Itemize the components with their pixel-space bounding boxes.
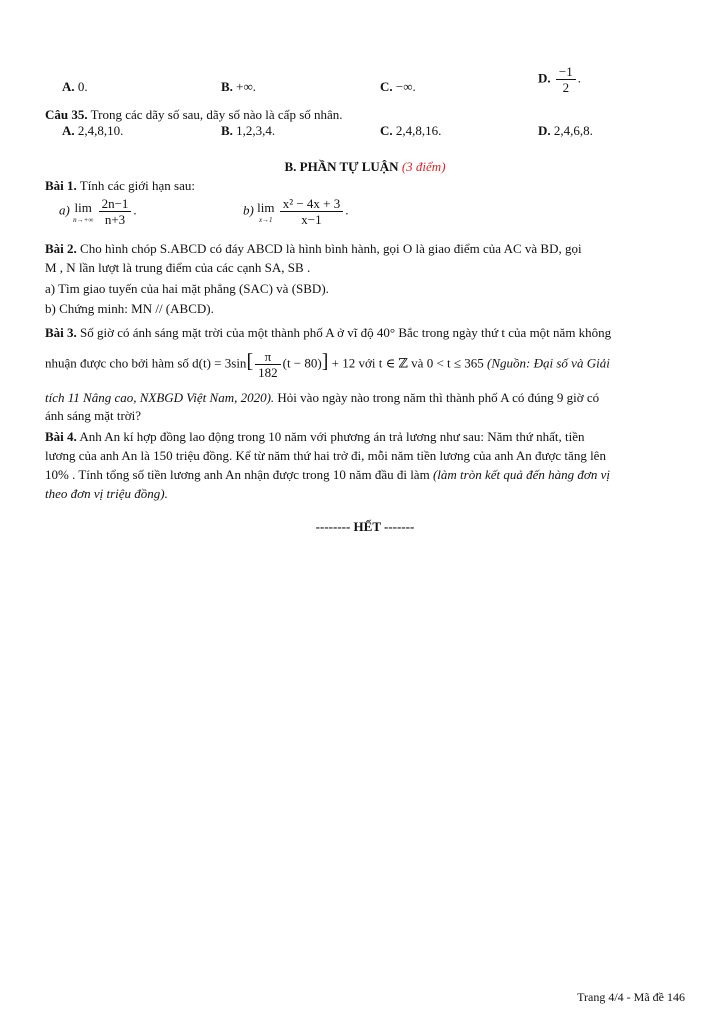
bai2-part-b: b) Chứng minh: MN // (ABCD). (45, 301, 214, 316)
bai4-line1: Bài 4. Anh An kí hợp đồng lao động trong 10 năm với phương án trả lương như sau: Năm thứ nhất, tiền (45, 429, 585, 444)
q34-option-d: D. $\frac{-1}{2}$ . (538, 64, 581, 95)
bai1-limit-a: a) lim n→+∞ $\frac{2n-1}{n+3}$ . (59, 196, 137, 227)
q35-option-d: D. 2,4,6,8. (538, 123, 593, 138)
q35-option-a: A. 2,4,8,10. (62, 123, 124, 138)
bai1-limit-b: b) lim x→1 $\frac{\text{x² − 4x + 3}}{x-1}$ . (243, 196, 349, 227)
bai4-line2: lương của anh An là 150 triệu đồng. Kể từ năm thứ hai trở đi, mỗi năm tiền lương của anh An được tăng lên (45, 448, 606, 463)
end-mark: -------- HẾT ------- (315, 519, 415, 534)
q35-option-c: C. 2,4,8,16. (380, 123, 442, 138)
bai2-part-a: a) Tìm giao tuyến của hai mặt phẳng (SAC) và (SBD). (45, 281, 329, 296)
bai4-line4: theo đơn vị triệu đồng). (45, 486, 168, 501)
bai1-heading: Bài 1. Tính các giới hạn sau: (45, 178, 195, 193)
bai3-line3: tích 11 Nâng cao, NXBGD Việt Nam, 2020). Hỏi vào ngày nào trong năm thì thành phố A có đúng 9 giờ có (45, 390, 600, 405)
bai3-line1: Bài 3. Số giờ có ánh sáng mặt trời của một thành phố A ở vĩ độ 40° Bắc trong ngày thứ t của một năm không (45, 325, 612, 340)
bai3-line2: nhuận được cho bởi hàm số d(t) = 3sin[ $\frac{\pi}{182}$ (t − 80)] + 12 với t ∈ ℤ và 0 < t ≤ 365 (Nguồn: Đại số và Giải (45, 349, 610, 380)
bai1-limits (45, 196, 685, 236)
bai2-line1: Bài 2. Cho hình chóp S.ABCD có đáy ABCD là hình bình hành, gọi O là giao điểm của AC và BD, gọi (45, 241, 582, 256)
q34-option-c: C. −∞. (380, 79, 416, 94)
bai3-line4: ánh sáng mặt trời? (45, 408, 142, 423)
bai2-line2: M , N lần lượt là trung điểm của các cạnh SA, SB . (45, 260, 311, 275)
section-b-title: B. PHẦN TỰ LUẬN (3 điểm) (284, 159, 446, 174)
q35-question: Câu 35. Trong các dãy số sau, dãy số nào là cấp số nhân. (45, 107, 343, 122)
q34-option-a: A. 0. (62, 79, 88, 94)
q35-option-b: B. 1,2,3,4. (221, 123, 276, 138)
page-footer: Trang 4/4 - Mã đề 146 (577, 990, 685, 1004)
bai4-line3: 10% . Tính tổng số tiền lương anh An nhận được trong 10 năm đầu đi làm (làm tròn kết quả đến hàng đơn vị (45, 467, 610, 482)
q34-option-b: B. +∞. (221, 79, 257, 94)
